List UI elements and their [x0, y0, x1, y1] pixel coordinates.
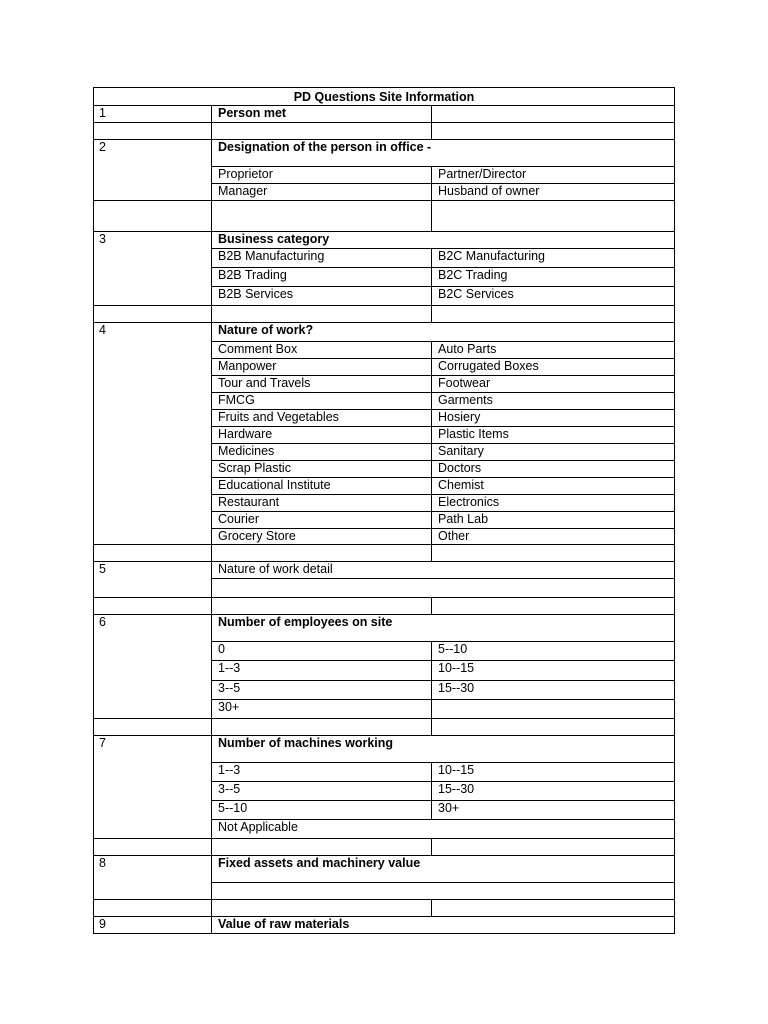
option-cell[interactable]: 3--5 — [212, 782, 432, 801]
option-cell[interactable]: FMCG — [212, 393, 432, 410]
option-cell[interactable]: Garments — [432, 393, 675, 410]
pd-questions-form — [93, 87, 675, 934]
option-cell[interactable] — [432, 700, 675, 719]
answer-cell[interactable] — [432, 106, 675, 123]
spacer-cell — [432, 839, 675, 856]
option-cell[interactable]: 15--30 — [432, 782, 675, 801]
spacer-cell — [94, 598, 212, 615]
spacer-cell — [94, 306, 212, 323]
option-cell[interactable]: 15--30 — [432, 681, 675, 700]
option-cell[interactable]: Corrugated Boxes — [432, 359, 675, 376]
question-label: Number of employees on site — [212, 615, 675, 642]
option-cell[interactable]: Partner/Director — [432, 167, 675, 184]
option-cell[interactable]: 30+ — [432, 801, 675, 820]
option-cell[interactable]: Sanitary — [432, 444, 675, 461]
option-cell[interactable]: 10--15 — [432, 763, 675, 782]
question-label: Designation of the person in office - — [212, 140, 675, 167]
option-cell[interactable]: B2B Services — [212, 287, 432, 306]
option-cell[interactable]: Path Lab — [432, 512, 675, 529]
question-label: Nature of work? — [212, 323, 675, 342]
spacer-cell — [432, 598, 675, 615]
option-cell[interactable]: Educational Institute — [212, 478, 432, 495]
option-cell[interactable]: Electronics — [432, 495, 675, 512]
spacer-cell — [94, 201, 212, 232]
spacer-cell — [432, 900, 675, 917]
spacer-cell — [212, 598, 432, 615]
option-cell[interactable]: B2C Services — [432, 287, 675, 306]
option-cell[interactable]: 1--3 — [212, 763, 432, 782]
spacer-cell — [94, 545, 212, 562]
spacer-cell — [94, 839, 212, 856]
spacer-cell — [94, 900, 212, 917]
option-cell[interactable]: 5--10 — [212, 801, 432, 820]
spacer-cell — [212, 123, 432, 140]
option-cell[interactable]: B2B Trading — [212, 268, 432, 287]
option-cell[interactable]: 5--10 — [432, 642, 675, 661]
spacer-cell — [212, 900, 432, 917]
spacer-cell — [432, 201, 675, 232]
option-cell[interactable]: B2B Manufacturing — [212, 249, 432, 268]
option-cell[interactable]: 0 — [212, 642, 432, 661]
option-cell[interactable]: Courier — [212, 512, 432, 529]
question-number: 7 — [94, 736, 212, 839]
option-cell[interactable]: Chemist — [432, 478, 675, 495]
option-cell[interactable]: 3--5 — [212, 681, 432, 700]
answer-cell[interactable] — [212, 883, 675, 900]
spacer-cell — [432, 719, 675, 736]
spacer-cell — [212, 306, 432, 323]
option-cell[interactable]: Medicines — [212, 444, 432, 461]
option-cell[interactable]: Grocery Store — [212, 529, 432, 545]
spacer-cell — [212, 719, 432, 736]
spacer-cell — [212, 201, 432, 232]
option-cell[interactable]: 1--3 — [212, 661, 432, 681]
spacer-cell — [432, 123, 675, 140]
question-number: 8 — [94, 856, 212, 900]
question-number: 3 — [94, 232, 212, 306]
spacer-cell — [212, 839, 432, 856]
option-cell[interactable]: Manpower — [212, 359, 432, 376]
question-label: Person met — [212, 106, 432, 123]
option-cell[interactable]: Manager — [212, 184, 432, 201]
question-number: 2 — [94, 140, 212, 201]
option-cell[interactable]: Fruits and Vegetables — [212, 410, 432, 427]
question-label: Business category — [212, 232, 675, 249]
option-cell[interactable]: Plastic Items — [432, 427, 675, 444]
option-cell[interactable]: Tour and Travels — [212, 376, 432, 393]
option-cell[interactable]: Other — [432, 529, 675, 545]
option-cell[interactable]: Comment Box — [212, 342, 432, 359]
question-number: 5 — [94, 562, 212, 598]
question-number: 6 — [94, 615, 212, 719]
spacer-cell — [94, 123, 212, 140]
option-cell[interactable]: Hosiery — [432, 410, 675, 427]
option-cell[interactable]: Proprietor — [212, 167, 432, 184]
option-cell[interactable]: 10--15 — [432, 661, 675, 681]
question-number: 9 — [94, 917, 212, 934]
option-cell[interactable]: B2C Trading — [432, 268, 675, 287]
question-label: Number of machines working — [212, 736, 675, 763]
question-label: Fixed assets and machinery value — [212, 856, 675, 883]
option-cell[interactable]: Husband of owner — [432, 184, 675, 201]
spacer-cell — [94, 719, 212, 736]
spacer-cell — [212, 545, 432, 562]
option-cell[interactable]: Hardware — [212, 427, 432, 444]
option-cell[interactable]: Restaurant — [212, 495, 432, 512]
option-cell[interactable]: Scrap Plastic — [212, 461, 432, 478]
answer-cell[interactable] — [212, 579, 675, 598]
question-number: 4 — [94, 323, 212, 545]
question-label: Nature of work detail — [212, 562, 675, 579]
option-cell[interactable]: Not Applicable — [212, 820, 675, 839]
option-cell[interactable]: Auto Parts — [432, 342, 675, 359]
form-title: PD Questions Site Information — [94, 88, 675, 106]
question-label: Value of raw materials — [212, 917, 675, 934]
question-number: 1 — [94, 106, 212, 123]
spacer-cell — [432, 545, 675, 562]
option-cell[interactable]: Doctors — [432, 461, 675, 478]
option-cell[interactable]: 30+ — [212, 700, 432, 719]
option-cell[interactable]: B2C Manufacturing — [432, 249, 675, 268]
option-cell[interactable]: Footwear — [432, 376, 675, 393]
spacer-cell — [432, 306, 675, 323]
